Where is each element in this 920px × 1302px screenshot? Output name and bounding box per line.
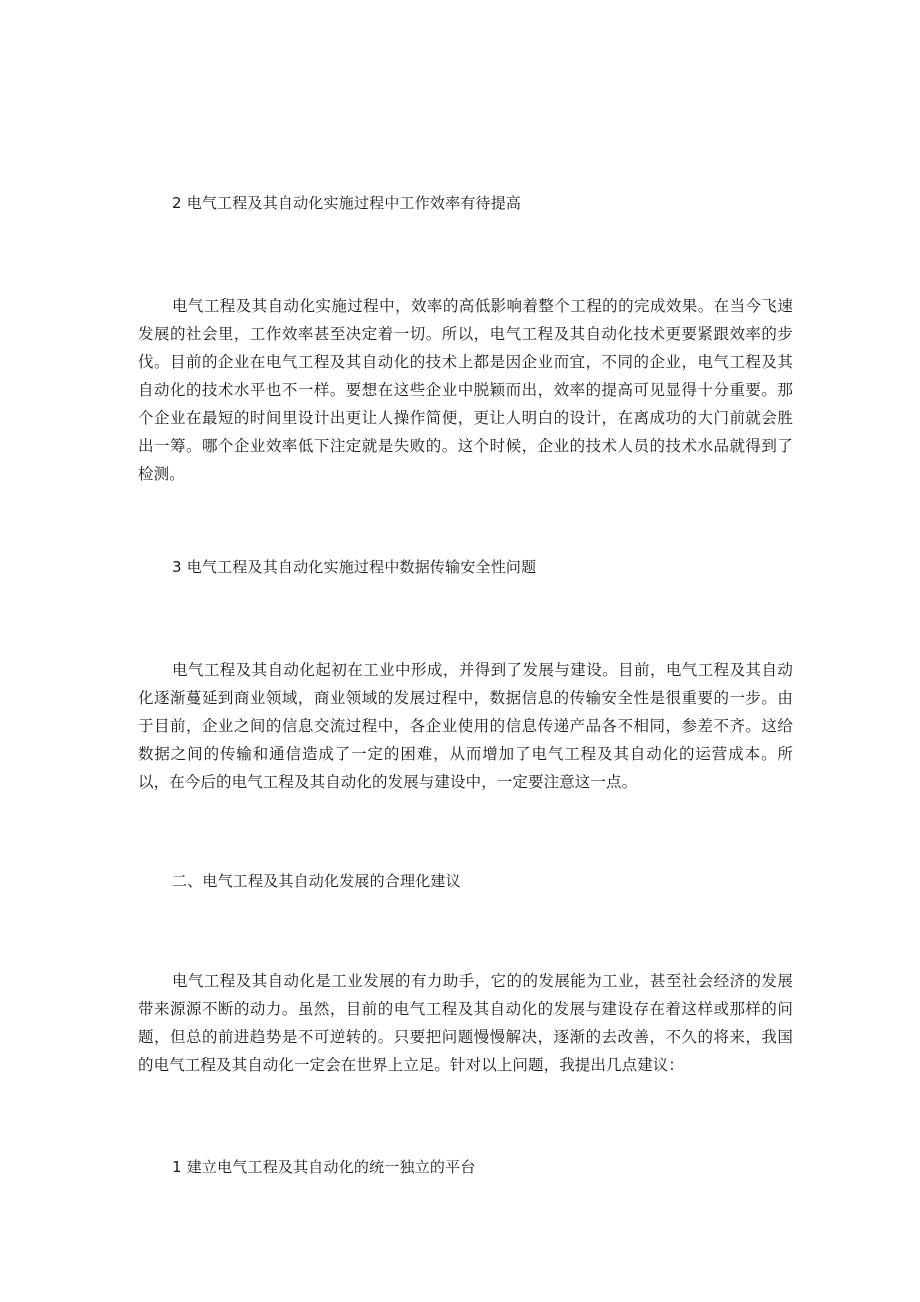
section-heading-suggestions: 二、电气工程及其自动化发展的合理化建议 — [172, 872, 461, 890]
section-heading-efficiency: 2 电气工程及其自动化实施过程中工作效率有待提高 — [172, 194, 522, 212]
paragraph-suggestions: 电气工程及其自动化是工业发展的有力助手，它的的发展能为工业，甚至社会经济的发展带来源源不断的动力。虽然，目前的电气工程及其自动化的发展与建设存在着这样或那样的问题，但总的前进趋势是不可逆转的。只要把问题慢慢解决，逐渐的去改善，不久的将来，我国的电气工程及其自动化一定会在世界上立足。针对以上问题，我提出几点建议： — [138, 972, 793, 1074]
section-heading-platform: 1 建立电气工程及其自动化的统一独立的平台 — [172, 1158, 476, 1176]
paragraph-efficiency: 电气工程及其自动化实施过程中，效率的高低影响着整个工程的的完成效果。在当今飞速发展的社会里，工作效率甚至决定着一切。所以，电气工程及其自动化技术更要紧跟效率的步伐。目前的企业在电气工程及其自动化的技术上都是因企业而宜，不同的企业，电气工程及其自动化的技术水平也不一样。要想在这些企业中脱颖而出，效率的提高可见显得十分重要。那个企业在最短的时间里设计出更让人操作简便，更让人明白的设计，在离成功的大门前就会胜出一筹。哪个企业效率低下注定就是失败的。这个时候，企业的技术人员的技术水品就得到了检测。 — [138, 297, 793, 483]
paragraph-data-security: 电气工程及其自动化起初在工业中形成，并得到了发展与建设。目前，电气工程及其自动化逐渐蔓延到商业领域，商业领域的发展过程中，数据信息的传输安全性是很重要的一步。由于目前，企业之间的信息交流过程中，各企业使用的信息传递产品各不相同，参差不齐。这给数据之间的传输和通信造成了一定的困难，从而增加了电气工程及其自动化的运营成本。所以，在今后的电气工程及其自动化的发展与建设中，一定要注意这一点。 — [138, 661, 793, 791]
section-heading-data-security: 3 电气工程及其自动化实施过程中数据传输安全性问题 — [172, 558, 537, 576]
